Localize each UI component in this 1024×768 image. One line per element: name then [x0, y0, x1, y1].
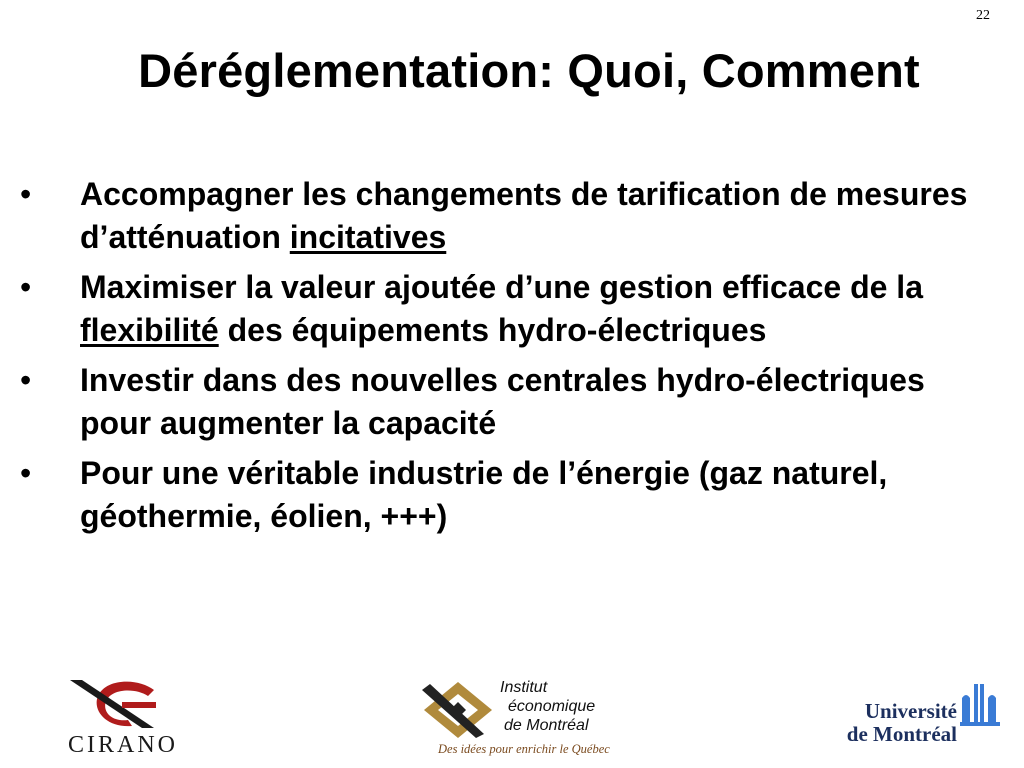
bullet-text-tail: des équipements hydro-électriques [218, 312, 767, 348]
udem-logo [832, 682, 1002, 752]
slide-title: Déréglementation: Quoi, Comment [138, 44, 920, 97]
bullet-item [10, 173, 970, 259]
bullet-item [10, 359, 970, 445]
iedm-line: de Montréal [504, 717, 589, 734]
iedm-name [500, 678, 640, 735]
underlined-term: incitatives [289, 219, 447, 255]
udem-line: de Montréal [846, 722, 957, 746]
iedm-tagline: Des idées pour enrichir le Québec [438, 742, 610, 756]
bullet-item [10, 452, 970, 538]
udem-wordmark [832, 700, 957, 746]
page-number: 22 [976, 8, 990, 23]
iedm-logo [418, 676, 638, 764]
iedm-line: économique [508, 698, 596, 715]
cirano-emblem-icon [36, 676, 208, 736]
cirano-logo [36, 676, 208, 760]
bullet-marker: • [20, 362, 32, 398]
iedm-diamond-icon [418, 676, 498, 742]
underlined-term: flexibilité [80, 312, 219, 348]
udem-line: Université [864, 699, 957, 723]
bullet-text: Maximiser la valeur ajoutée d’une gestion efficace de la [80, 269, 923, 305]
bullet-list [10, 173, 970, 545]
bullet-marker: • [20, 176, 32, 212]
bullet-marker: • [20, 269, 32, 305]
bullet-text: Investir dans des nouvelles centrales hydro-électriques pour augmenter la capacité [80, 362, 925, 441]
cirano-wordmark: CIRANO [67, 732, 178, 758]
udem-building-icon [958, 682, 1002, 728]
bullet-text: Accompagner les changements de tarification de mesures d’atténuation [80, 176, 968, 255]
bullet-item [10, 266, 970, 352]
bullet-text: Pour une véritable industrie de l’énergie (gaz naturel, géothermie, éolien, +++) [80, 455, 888, 534]
bullet-marker: • [20, 455, 32, 491]
iedm-line: Institut [500, 679, 548, 696]
